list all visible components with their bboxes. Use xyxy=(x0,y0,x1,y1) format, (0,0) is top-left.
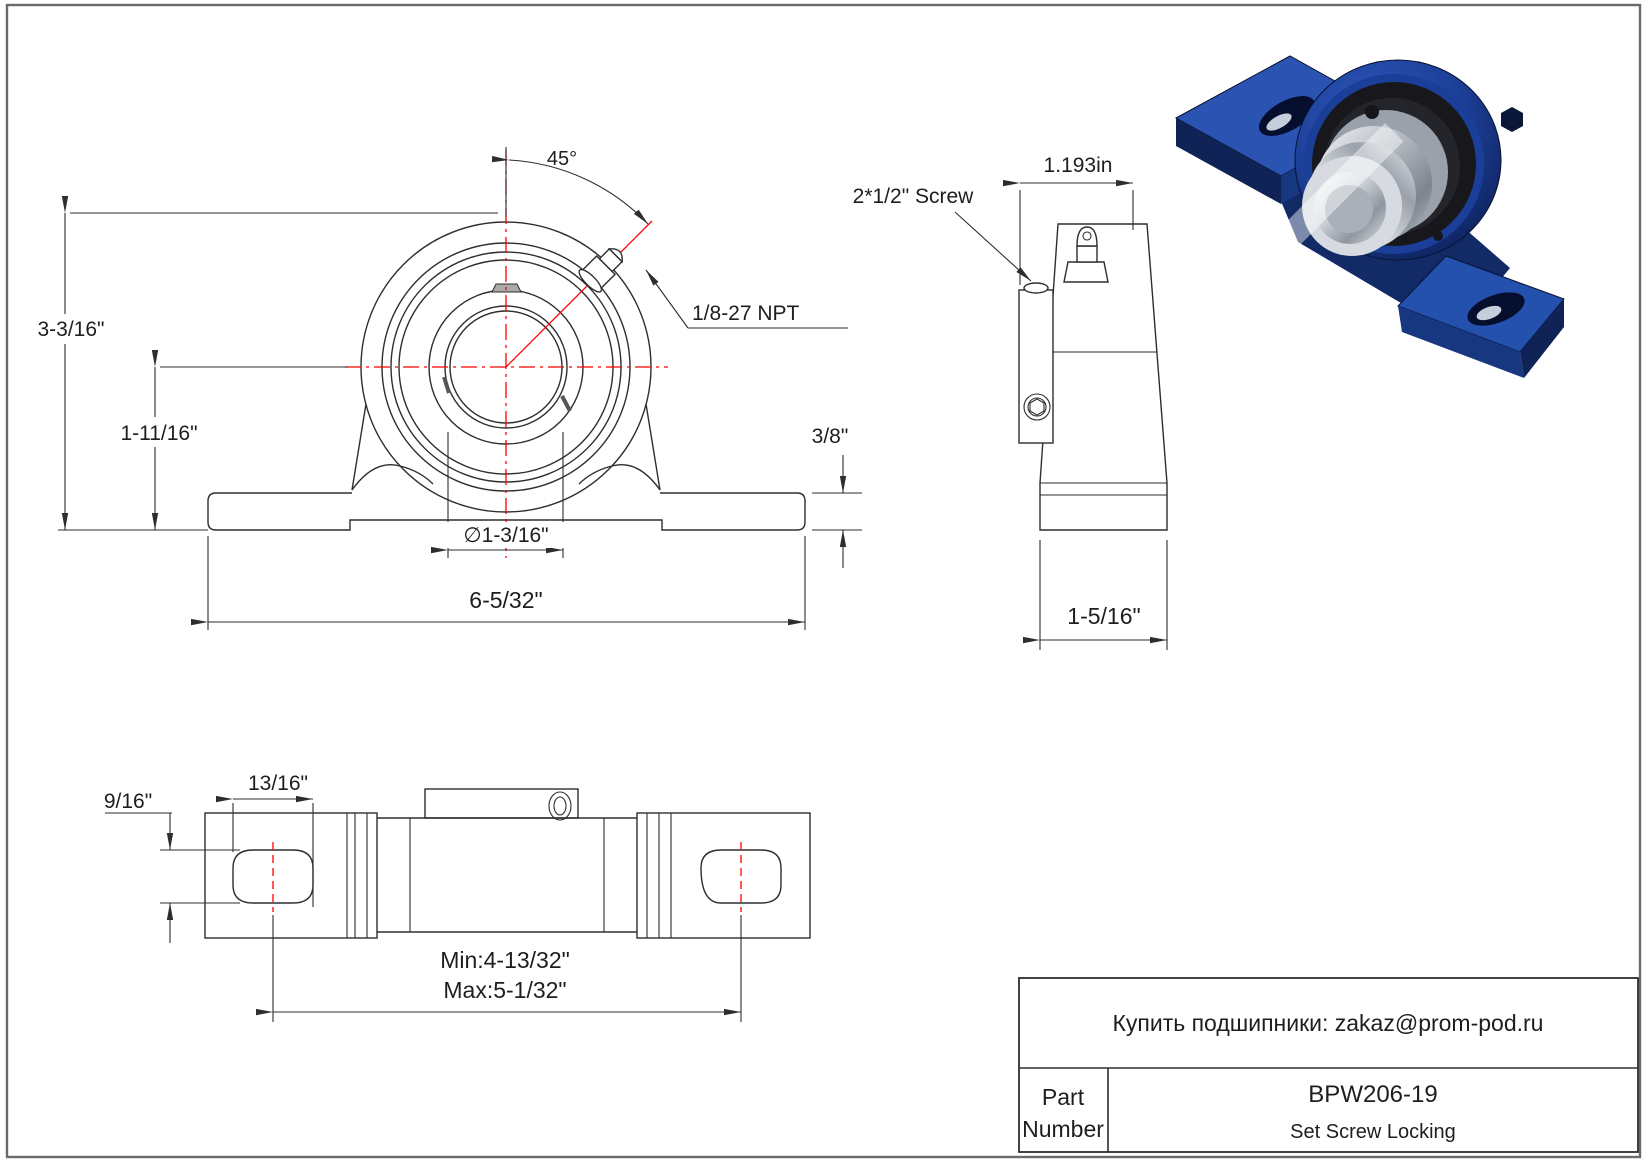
dim-bolt-max-label: Max:5-1/32" xyxy=(443,977,567,1003)
contact-text: Купить подшипники: zakaz@prom-pod.ru xyxy=(1112,1010,1544,1036)
dim-total-height-label: 3-3/16" xyxy=(37,318,105,341)
dim-center-height-label: 1-11/16" xyxy=(120,422,198,445)
locking-type: Set Screw Locking xyxy=(1290,1121,1456,1143)
dim-slot-length-label: 13/16" xyxy=(247,772,309,795)
dim-bore-label: ∅1-3/16" xyxy=(463,524,549,547)
dim-base-depth-label: 1-5/16" xyxy=(1067,603,1141,629)
dim-bolt-min-label: Min:4-13/32" xyxy=(440,947,570,973)
bottom-view xyxy=(104,772,810,1022)
dim-slot-width-label: 9/16" xyxy=(103,790,153,813)
centerline-45 xyxy=(506,221,652,367)
render-3d xyxy=(1176,56,1564,378)
dim-angle-label: 45° xyxy=(546,148,578,170)
part-number: BPW206-19 xyxy=(1308,1081,1438,1108)
set-screw-label: 2*1/2" Screw xyxy=(852,185,974,208)
set-screw xyxy=(1024,283,1048,293)
part-label-line2: Number xyxy=(1022,1116,1104,1142)
lock-tab-left xyxy=(444,377,449,393)
front-view xyxy=(32,147,862,630)
part-label-line1: Part xyxy=(1041,1084,1085,1110)
collar-set-screw-3d xyxy=(1365,105,1379,119)
side-view xyxy=(853,154,1167,650)
grease-fitting-front xyxy=(576,241,630,295)
dim-top-width-label: 1.193in xyxy=(1043,154,1113,177)
grease-thread-label: 1/8-27 NPT xyxy=(692,302,800,325)
lock-tab-right xyxy=(562,396,570,411)
dim-foot-thickness-label: 3/8" xyxy=(811,425,849,448)
dim-base-width-label: 6-5/32" xyxy=(469,587,543,613)
title-block xyxy=(1019,978,1638,1152)
housing-hex-screw-3d xyxy=(1501,107,1523,132)
grease-zerk-side xyxy=(1064,227,1108,282)
